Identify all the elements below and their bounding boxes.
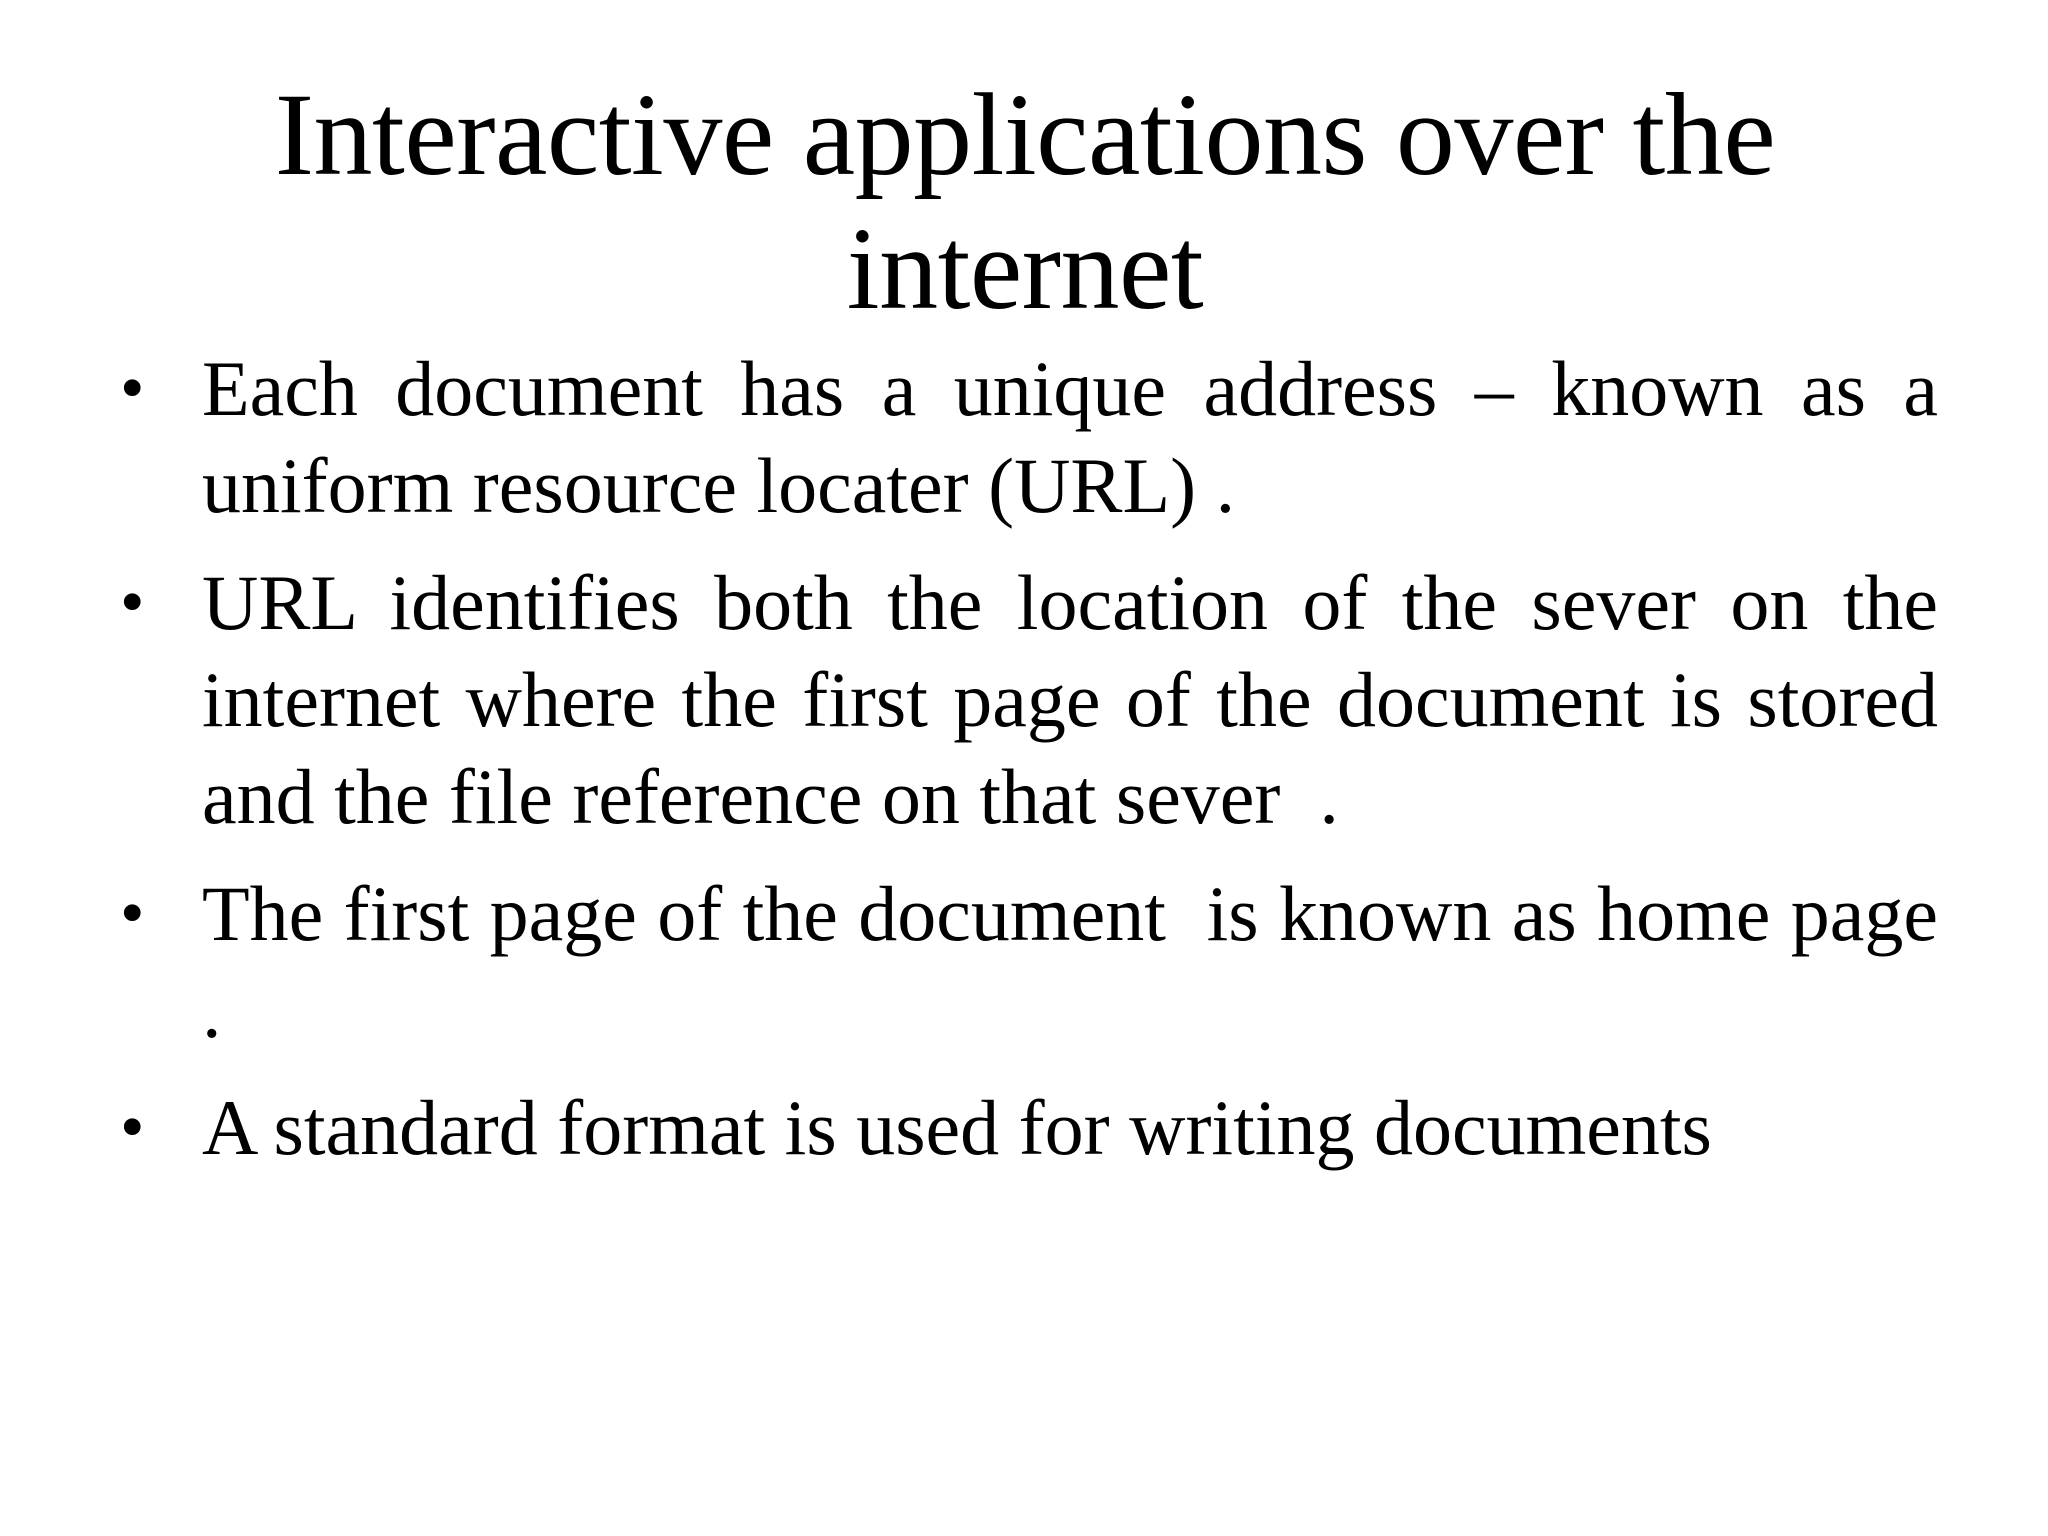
bullet-text: URL identifies both the location of the sever on the internet where the first page of the document is stored and the file reference on that sever . xyxy=(202,559,1958,840)
list-item xyxy=(120,865,1958,1059)
bullet-icon: • xyxy=(120,875,145,952)
bullet-icon: • xyxy=(120,350,145,427)
list-item xyxy=(120,1079,1938,1176)
slide-title: Interactive applications over the internet xyxy=(274,69,1776,334)
list-item xyxy=(120,340,1958,534)
bullet-list xyxy=(120,340,1958,1176)
bullet-text: Each document has a unique address – known as a uniform resource locater (URL) . xyxy=(202,345,1958,529)
bullet-text: A standard format is used for writing documents xyxy=(202,1084,1712,1171)
bullet-text: The first page of the document is known as home page . xyxy=(202,870,1958,1054)
bullet-icon: • xyxy=(120,564,145,641)
list-item xyxy=(120,554,1958,845)
bullet-icon: • xyxy=(120,1089,145,1166)
